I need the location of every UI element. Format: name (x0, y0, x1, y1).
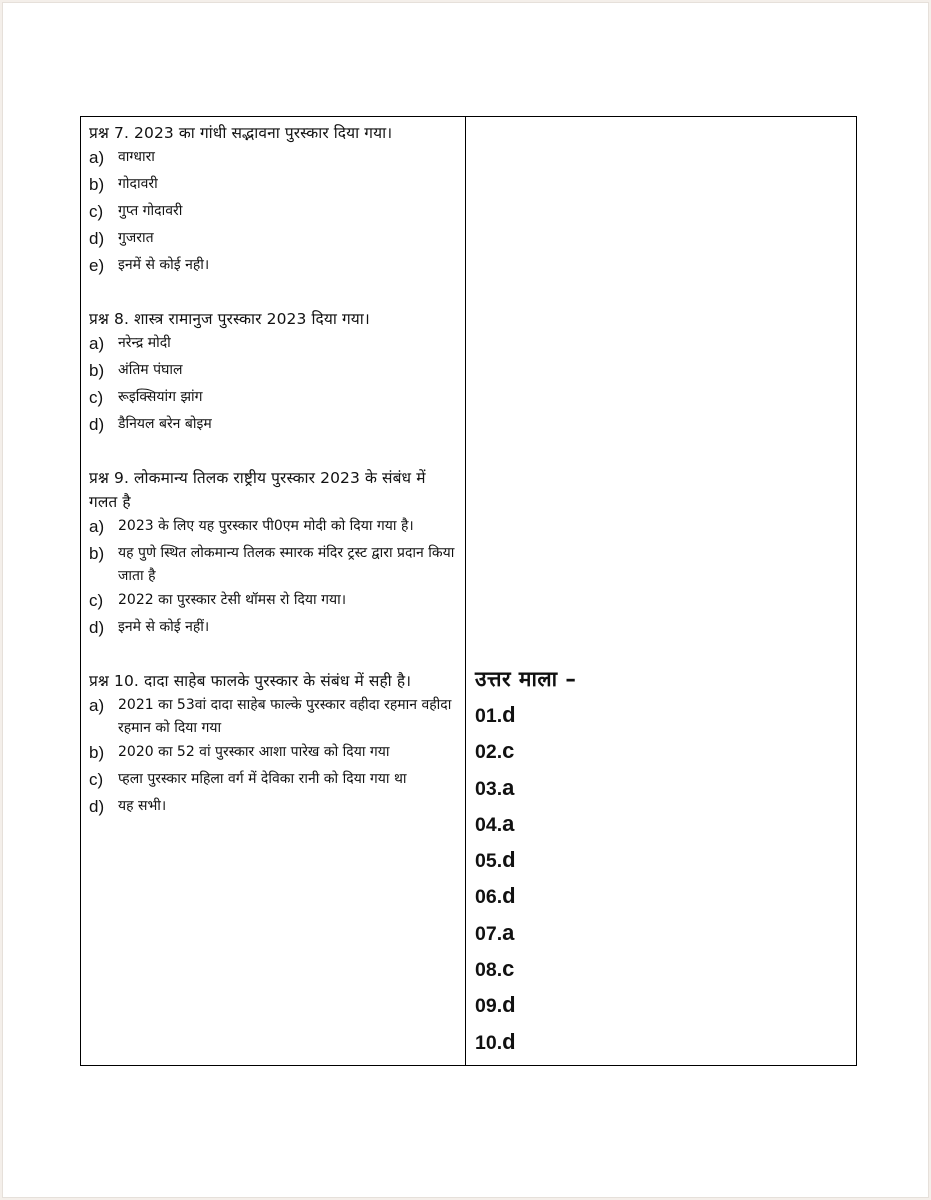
answer-number: 08. (475, 959, 503, 982)
option-letter: b) (89, 361, 105, 380)
option-letter: a) (89, 334, 105, 353)
answer-item (475, 1024, 845, 1060)
option-text: डैनियल बरेन बोइम (118, 416, 212, 432)
question-text: प्रश्न 7. 2023 का गांधी सद्भावना पुरस्कार दिया गया। (89, 124, 393, 142)
option (89, 226, 455, 253)
option (89, 588, 455, 615)
option-letter: c) (89, 770, 104, 789)
option (89, 412, 455, 439)
answer-letter: a (502, 774, 515, 800)
spacer (89, 280, 455, 307)
option-letter: c) (89, 202, 104, 221)
question-8 (89, 307, 455, 439)
option-letter: d) (89, 618, 105, 637)
option (89, 615, 455, 642)
answer-number: 09. (475, 995, 503, 1018)
spacer (89, 439, 455, 466)
option-letter: c) (89, 591, 104, 610)
question-table (80, 116, 857, 1066)
option-text: 2022 का पुरस्कार टेसी थॉमस रो दिया गया। (118, 592, 347, 608)
question-9 (89, 466, 455, 642)
answer-letter: d (502, 702, 516, 727)
option-text: इनमे से कोई नहीं। (118, 619, 210, 635)
option-letter: a) (89, 696, 105, 715)
answer-letter: d (502, 992, 516, 1018)
option (89, 385, 455, 412)
answer-number: 06. (475, 886, 503, 909)
option-letter: e) (89, 256, 105, 275)
answer-letter: c (502, 738, 515, 764)
option-text: प्हला पुरस्कार महिला वर्ग में देविका रानी को दिया गया था (118, 771, 407, 787)
answer-number: 03. (475, 777, 503, 800)
option-text: नरेन्द्र मोदी (118, 335, 171, 351)
question-text: प्रश्न 8. शास्त्र रामानुज पुरस्कार 2023 दिया गया। (89, 310, 370, 328)
option-letter: b) (89, 175, 105, 194)
option (89, 358, 455, 385)
answer-item (475, 878, 845, 914)
answer-letter: a (502, 810, 515, 836)
answer-item (475, 806, 845, 842)
option-text: इनमें से कोई नही। (118, 257, 210, 273)
option-text: यह सभी। (118, 798, 167, 814)
answer-number: 01. (475, 705, 503, 727)
question-text: प्रश्न 9. लोकमान्य तिलक राष्ट्रीय पुरस्कार 2023 के संबंध में गलत है (89, 469, 426, 511)
document-page (2, 2, 929, 1198)
question-10 (89, 669, 455, 821)
option (89, 693, 455, 740)
option-text: वाग्धारा (118, 149, 155, 165)
question-text: प्रश्न 10. दादा साहेब फालके पुरस्कार के संबंध में सही है। (89, 672, 412, 690)
question-7 (89, 121, 455, 280)
option-text: गुजरात (118, 230, 154, 246)
answer-number: 02. (475, 741, 503, 764)
option-text: 2023 के लिए यह पुरस्कार पी0एम मोदी को दिया गया है। (118, 518, 414, 534)
option-letter: b) (89, 743, 105, 762)
option-letter: d) (89, 229, 105, 248)
column-divider (465, 117, 466, 1065)
answer-item (475, 697, 845, 733)
answer-letter: a (502, 919, 515, 945)
answer-item (475, 951, 845, 987)
option-letter: d) (89, 415, 105, 434)
answer-letter: c (502, 956, 515, 982)
option-text: रूइक्सियांग झांग (118, 389, 203, 405)
option-text: 2020 का 52 वां पुरस्कार आशा पारेख को दिया गया (118, 744, 390, 760)
option-letter: c) (89, 388, 104, 407)
option (89, 514, 455, 541)
answer-number: 07. (475, 922, 503, 945)
option-text: गुप्त गोदावरी (118, 203, 183, 219)
option (89, 331, 455, 358)
option (89, 794, 455, 821)
answer-item (475, 733, 845, 769)
option-letter: d) (89, 797, 105, 816)
option-letter: a) (89, 517, 105, 536)
answer-item (475, 987, 845, 1023)
answer-number: 04. (475, 813, 503, 836)
option-text: यह पुणे स्थित लोकमान्य तिलक स्मारक मंदिर ट्रस्ट द्वारा प्रदान किया जाता है (118, 545, 455, 584)
option (89, 253, 455, 280)
answer-key-column (475, 665, 845, 1060)
answer-number: 05. (475, 850, 503, 873)
option (89, 199, 455, 226)
option (89, 740, 455, 767)
answer-number: 10. (475, 1031, 503, 1054)
answer-item (475, 842, 845, 878)
answer-item (475, 770, 845, 806)
option-text: 2021 का 53वां दादा साहेब फाल्के पुरस्कार वहीदा रहमान वहीदा रहमान को दिया गया (118, 697, 452, 736)
option (89, 172, 455, 199)
option-text: गोदावरी (118, 176, 158, 192)
answer-key-title: उत्तर माला – (475, 667, 577, 691)
answer-letter: d (502, 847, 516, 873)
option-letter: b) (89, 544, 105, 563)
questions-column (89, 121, 455, 821)
option-text: अंतिम पंघाल (118, 362, 183, 378)
answer-item (475, 915, 845, 951)
option-letter: a) (89, 148, 105, 167)
spacer (89, 642, 455, 669)
answer-letter: d (502, 1028, 516, 1054)
option (89, 767, 455, 794)
option (89, 541, 455, 588)
answer-letter: d (502, 883, 516, 909)
option (89, 145, 455, 172)
